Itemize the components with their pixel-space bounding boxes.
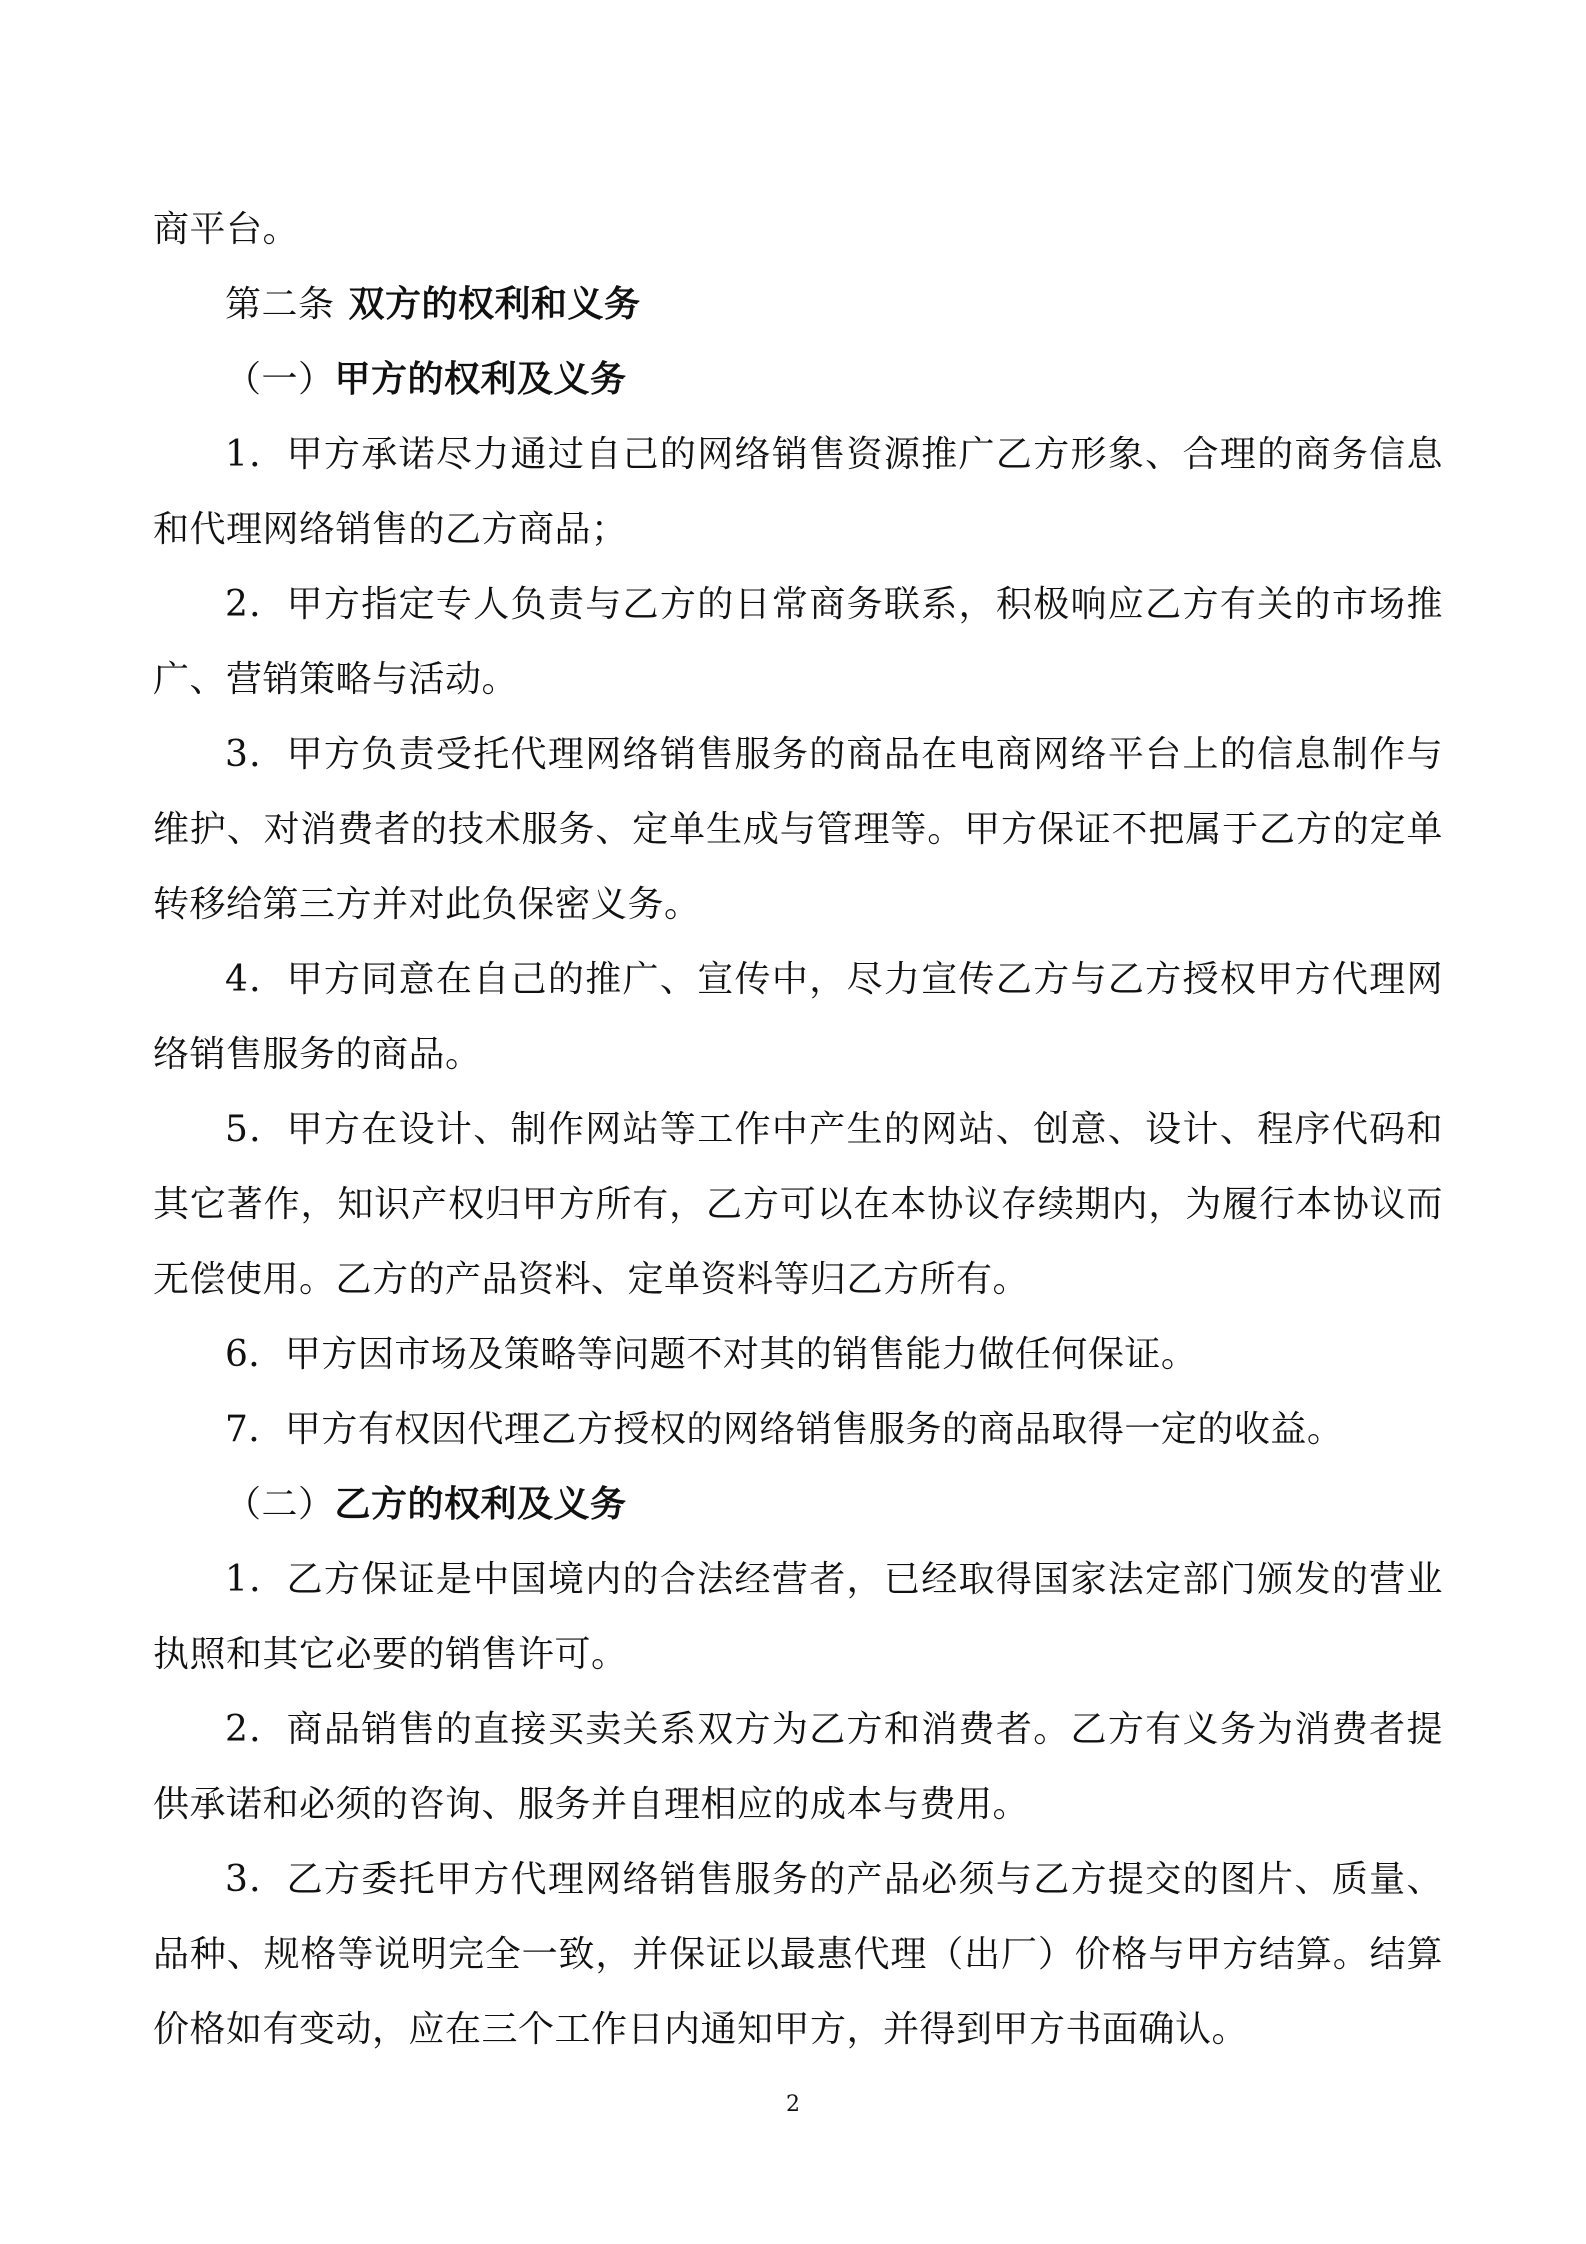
clause-number: 1． (225, 434, 287, 475)
clause-number: 6． (225, 1334, 285, 1375)
section-number: （二） (225, 1484, 335, 1525)
section-heading-party-a (153, 342, 1443, 417)
clause-item (153, 567, 1443, 717)
clause-number: 2． (225, 584, 287, 625)
clause-text: 甲方同意在自己的推广、宣传中，尽力宣传乙方与乙方授权甲方代理网络销售服务的商品。 (153, 959, 1443, 1075)
clause-text: 甲方指定专人负责与乙方的日常商务联系，积极响应乙方有关的市场推广、营销策略与活动。 (153, 584, 1443, 700)
document-body (153, 192, 1443, 2067)
clause-text: 甲方在设计、制作网站等工作中产生的网站、创意、设计、程序代码和其它著作，知识产权归甲方所有，乙方可以在本协议存续期内，为履行本协议而无偿使用。乙方的产品资料、定单资料等归乙方所有。 (153, 1109, 1443, 1300)
clause-item (153, 1542, 1443, 1692)
article-heading (153, 267, 1443, 342)
article-title: 双方的权利和义务 (348, 284, 641, 325)
article-label: 第二条 (225, 284, 335, 325)
section-title: 乙方的权利及义务 (334, 1484, 627, 1525)
clause-text: 商品销售的直接买卖关系双方为乙方和消费者。乙方有义务为消费者提供承诺和必须的咨询、服务并自理相应的成本与费用。 (153, 1709, 1443, 1825)
clause-number: 2． (225, 1709, 287, 1750)
clause-text: 乙方委托甲方代理网络销售服务的产品必须与乙方提交的图片、质量、品种、规格等说明完全一致，并保证以最惠代理（出厂）价格与甲方结算。结算价格如有变动，应在三个工作日内通知甲方，并得到甲方书面确认。 (153, 1859, 1443, 2050)
clause-item (153, 1317, 1443, 1392)
page-number: 2 (786, 2092, 800, 2117)
clause-text: 甲方承诺尽力通过自己的网络销售资源推广乙方形象、合理的商务信息和代理网络销售的乙方商品； (153, 434, 1443, 550)
clause-text: 甲方因市场及策略等问题不对其的销售能力做任何保证。 (284, 1334, 1198, 1375)
section-title: 甲方的权利及义务 (334, 359, 627, 400)
continuation-text: 商平台。 (153, 209, 300, 250)
clause-text: 甲方有权因代理乙方授权的网络销售服务的商品取得一定的收益。 (284, 1409, 1344, 1450)
clause-number: 3． (225, 734, 287, 775)
clause-item (153, 1392, 1443, 1467)
clause-item (153, 417, 1443, 567)
clause-number: 5． (225, 1109, 287, 1150)
clause-item (153, 1692, 1443, 1842)
section-number: （一） (225, 359, 335, 400)
clause-text: 甲方负责受托代理网络销售服务的商品在电商网络平台上的信息制作与维护、对消费者的技术服务、定单生成与管理等。甲方保证不把属于乙方的定单转移给第三方并对此负保密义务。 (153, 734, 1443, 925)
clause-item (153, 717, 1443, 942)
clause-item (153, 1092, 1443, 1317)
section-heading-party-b (153, 1467, 1443, 1542)
clause-number: 3． (225, 1859, 287, 1900)
clause-number: 7． (225, 1409, 285, 1450)
clause-number: 4． (225, 959, 287, 1000)
clause-number: 1． (225, 1559, 287, 1600)
clause-item (153, 942, 1443, 1092)
clause-item (153, 1842, 1443, 2067)
clause-text: 乙方保证是中国境内的合法经营者，已经取得国家法定部门颁发的营业执照和其它必要的销售许可。 (153, 1559, 1443, 1675)
